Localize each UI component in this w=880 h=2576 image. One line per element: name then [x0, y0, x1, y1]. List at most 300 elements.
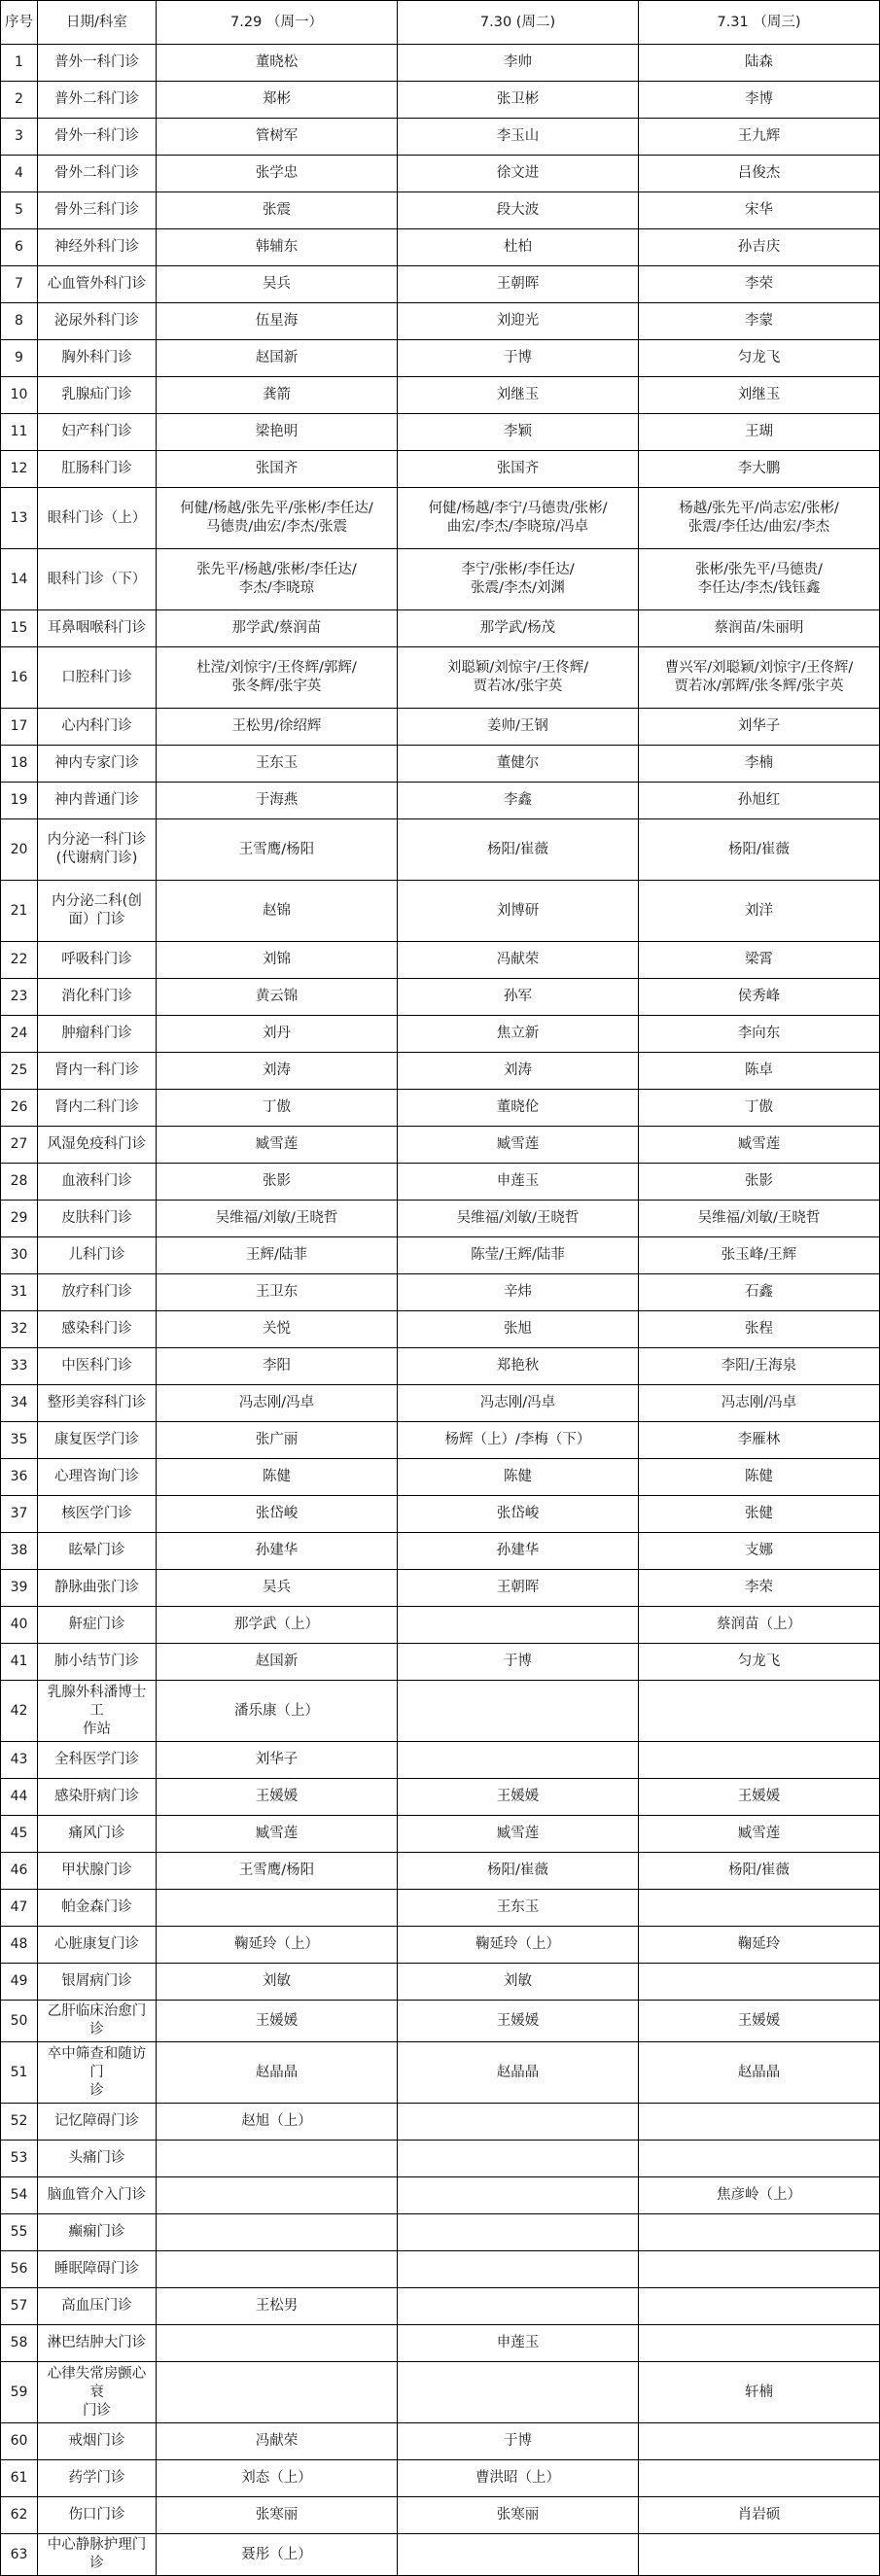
doctors-731-cell: 李大鹏	[639, 451, 880, 488]
row-index: 38	[1, 1533, 38, 1570]
doctors-729-cell: 黄云锦	[157, 979, 398, 1016]
doctors-729-cell: 董晓松	[157, 45, 398, 82]
doctors-730-cell: 郑艳秋	[398, 1348, 639, 1385]
doctors-731-cell: 刘继玉	[639, 377, 880, 414]
doctors-730-cell: 段大波	[398, 192, 639, 229]
doctors-730-cell: 刘迎光	[398, 303, 639, 340]
row-index: 5	[1, 192, 38, 229]
table-header-row	[1, 1, 880, 45]
department-cell: 感染科门诊	[38, 1311, 157, 1348]
doctors-730-cell: 王媛媛	[398, 1779, 639, 1816]
doctors-731-cell: 王媛媛	[639, 2001, 880, 2042]
doctors-730-cell: 刘继玉	[398, 377, 639, 414]
row-index: 10	[1, 377, 38, 414]
doctors-730-cell: 张岱峻	[398, 1496, 639, 1533]
row-index: 32	[1, 1311, 38, 1348]
doctors-731-cell: 石鑫	[639, 1274, 880, 1311]
table-row	[1, 340, 880, 377]
doctors-730-cell: 李帅	[398, 45, 639, 82]
table-row	[1, 119, 880, 156]
doctors-731-cell: 李蒙	[639, 303, 880, 340]
doctors-731-cell: 李荣	[639, 266, 880, 303]
doctors-730-cell: 臧雪莲	[398, 1816, 639, 1853]
doctors-730-cell: 张旭	[398, 1311, 639, 1348]
table-row	[1, 2141, 880, 2177]
department-cell: 眩晕门诊	[38, 1533, 157, 1570]
doctors-730-cell: 吴维福/刘敏/王晓哲	[398, 1201, 639, 1237]
department-cell: 泌尿外科门诊	[38, 303, 157, 340]
row-index: 55	[1, 2214, 38, 2251]
doctors-730-cell: 刘涛	[398, 1053, 639, 1090]
doctors-729-cell: 王辉/陆菲	[157, 1237, 398, 1274]
table-row	[1, 2288, 880, 2325]
department-cell: 高血压门诊	[38, 2288, 157, 2325]
doctors-729-cell: 刘华子	[157, 1742, 398, 1779]
table-row	[1, 1779, 880, 1816]
table-row	[1, 2214, 880, 2251]
department-cell: 肛肠科门诊	[38, 451, 157, 488]
doctors-730-cell: 臧雪莲	[398, 1127, 639, 1164]
table-row	[1, 156, 880, 192]
department-cell: 风湿免疫科门诊	[38, 1127, 157, 1164]
doctors-730-cell	[398, 1607, 639, 1644]
doctors-729-cell: 张寒丽	[157, 2497, 398, 2534]
table-row	[1, 783, 880, 819]
row-index: 6	[1, 229, 38, 266]
doctors-729-cell: 吴兵	[157, 1570, 398, 1607]
table-row	[1, 2362, 880, 2423]
row-index: 29	[1, 1201, 38, 1237]
header-date-729: 7.29 （周一）	[157, 1, 398, 45]
department-cell: 药学门诊	[38, 2460, 157, 2497]
doctors-731-cell	[639, 2214, 880, 2251]
department-cell: 肿瘤科门诊	[38, 1016, 157, 1053]
table-row	[1, 1237, 880, 1274]
header-date-731: 7.31 （周三)	[639, 1, 880, 45]
doctors-731-cell	[639, 2288, 880, 2325]
doctors-731-cell	[639, 1890, 880, 1927]
doctors-731-cell: 张程	[639, 1311, 880, 1348]
row-index: 35	[1, 1422, 38, 1459]
table-row	[1, 45, 880, 82]
table-row	[1, 2534, 880, 2576]
row-index: 41	[1, 1644, 38, 1681]
doctors-730-cell: 姜帅/王钢	[398, 709, 639, 746]
table-body	[1, 45, 880, 2576]
department-cell: 神内专家门诊	[38, 746, 157, 783]
table-row	[1, 1964, 880, 2001]
doctors-730-cell: 董健尔	[398, 746, 639, 783]
doctors-730-cell: 孙军	[398, 979, 639, 1016]
doctors-731-cell: 吴维福/刘敏/王晓哲	[639, 1201, 880, 1237]
doctors-730-cell: 于博	[398, 1644, 639, 1681]
row-index: 21	[1, 881, 38, 942]
doctors-729-cell: 张广丽	[157, 1422, 398, 1459]
doctors-731-cell: 梁霄	[639, 942, 880, 979]
doctors-731-cell: 王媛媛	[639, 1779, 880, 1816]
doctors-729-cell: 韩辅东	[157, 229, 398, 266]
department-cell: 全科医学门诊	[38, 1742, 157, 1779]
doctors-731-cell: 王九辉	[639, 119, 880, 156]
table-row	[1, 2497, 880, 2534]
doctors-729-cell: 王东玉	[157, 746, 398, 783]
row-index: 22	[1, 942, 38, 979]
department-cell: 心血管外科门诊	[38, 266, 157, 303]
doctors-731-cell: 匀龙飞	[639, 340, 880, 377]
department-cell: 骨外一科门诊	[38, 119, 157, 156]
doctors-731-cell: 孙旭红	[639, 783, 880, 819]
doctors-730-cell: 李颖	[398, 414, 639, 451]
doctors-731-cell: 杨越/张先平/尚志宏/张彬/ 张震/李任达/曲宏/李杰	[639, 488, 880, 549]
table-row	[1, 1853, 880, 1890]
table-row	[1, 1496, 880, 1533]
table-row	[1, 1348, 880, 1385]
table-row	[1, 1644, 880, 1681]
doctors-729-cell: 张影	[157, 1164, 398, 1201]
doctors-731-cell	[639, 2534, 880, 2576]
table-row	[1, 1127, 880, 1164]
header-date-730: 7.30 (周二)	[398, 1, 639, 45]
doctors-730-cell: 于博	[398, 340, 639, 377]
department-cell: 胸外科门诊	[38, 340, 157, 377]
doctors-731-cell: 鞠延玲	[639, 1927, 880, 1964]
table-row	[1, 1681, 880, 1742]
row-index: 51	[1, 2042, 38, 2104]
doctors-729-cell: 吴兵	[157, 266, 398, 303]
doctors-729-cell: 关悦	[157, 1311, 398, 1348]
doctors-729-cell: 刘态（上）	[157, 2460, 398, 2497]
department-cell: 中医科门诊	[38, 1348, 157, 1385]
department-cell: 淋巴结肿大门诊	[38, 2325, 157, 2362]
doctors-731-cell: 陈卓	[639, 1053, 880, 1090]
row-index: 27	[1, 1127, 38, 1164]
doctors-731-cell	[639, 2460, 880, 2497]
department-cell: 中心静脉护理门诊	[38, 2534, 157, 2576]
table-row	[1, 610, 880, 647]
table-row	[1, 1570, 880, 1607]
department-cell: 银屑病门诊	[38, 1964, 157, 2001]
department-cell: 乙肝临床治愈门诊	[38, 2001, 157, 2042]
doctors-730-cell: 张国齐	[398, 451, 639, 488]
doctors-730-cell: 陈莹/王辉/陆菲	[398, 1237, 639, 1274]
department-cell: 普外二科门诊	[38, 82, 157, 119]
doctors-730-cell: 陈健	[398, 1459, 639, 1496]
doctors-729-cell	[157, 1890, 398, 1927]
doctors-731-cell: 杨阳/崔薇	[639, 1853, 880, 1890]
doctors-729-cell: 刘丹	[157, 1016, 398, 1053]
table-row	[1, 1385, 880, 1422]
department-cell: 康复医学门诊	[38, 1422, 157, 1459]
table-row	[1, 229, 880, 266]
row-index: 48	[1, 1927, 38, 1964]
department-cell: 内分泌二科(创 面）门诊	[38, 881, 157, 942]
table-row	[1, 1533, 880, 1570]
department-cell: 头痛门诊	[38, 2141, 157, 2177]
department-cell: 眼科门诊（上）	[38, 488, 157, 549]
doctors-731-cell: 李荣	[639, 1570, 880, 1607]
doctors-729-cell: 王媛媛	[157, 1779, 398, 1816]
row-index: 26	[1, 1090, 38, 1127]
doctors-730-cell	[398, 2104, 639, 2141]
doctors-729-cell: 孙建华	[157, 1533, 398, 1570]
row-index: 28	[1, 1164, 38, 1201]
doctors-729-cell: 梁艳明	[157, 414, 398, 451]
department-cell: 核医学门诊	[38, 1496, 157, 1533]
doctors-731-cell: 李雁林	[639, 1422, 880, 1459]
doctors-729-cell: 聂彤（上）	[157, 2534, 398, 2576]
row-index: 30	[1, 1237, 38, 1274]
department-cell: 骨外三科门诊	[38, 192, 157, 229]
doctors-730-cell: 刘聪颖/刘惊宇/王佟辉/ 贾若冰/张宇英	[398, 647, 639, 709]
doctors-731-cell: 张彬/张先平/马德贵/ 李任达/李杰/钱钰鑫	[639, 549, 880, 610]
table-row	[1, 2460, 880, 2497]
doctors-729-cell: 陈健	[157, 1459, 398, 1496]
doctors-729-cell	[157, 2141, 398, 2177]
department-cell: 肺小结节门诊	[38, 1644, 157, 1681]
doctors-731-cell	[639, 2251, 880, 2288]
department-cell: 伤口门诊	[38, 2497, 157, 2534]
row-index: 3	[1, 119, 38, 156]
department-cell: 皮肤科门诊	[38, 1201, 157, 1237]
doctors-731-cell: 蔡润苗/朱丽明	[639, 610, 880, 647]
row-index: 34	[1, 1385, 38, 1422]
table-row	[1, 979, 880, 1016]
doctors-730-cell: 杜柏	[398, 229, 639, 266]
doctors-729-cell: 吴维福/刘敏/王晓哲	[157, 1201, 398, 1237]
doctors-729-cell: 何健/杨越/张先平/张彬/李任达/ 马德贵/曲宏/李杰/张震	[157, 488, 398, 549]
table-row	[1, 1201, 880, 1237]
doctors-729-cell: 郑彬	[157, 82, 398, 119]
doctors-729-cell: 伍星海	[157, 303, 398, 340]
doctors-729-cell: 臧雪莲	[157, 1816, 398, 1853]
table-row	[1, 2042, 880, 2104]
doctors-730-cell	[398, 2141, 639, 2177]
table-row	[1, 1742, 880, 1779]
doctors-731-cell: 焦彦岭（上）	[639, 2177, 880, 2214]
row-index: 20	[1, 819, 38, 881]
doctors-729-cell: 那学武/蔡润苗	[157, 610, 398, 647]
table-row	[1, 549, 880, 610]
department-cell: 甲状腺门诊	[38, 1853, 157, 1890]
doctors-730-cell	[398, 2534, 639, 2576]
doctors-730-cell: 王媛媛	[398, 2001, 639, 2042]
department-cell: 静脉曲张门诊	[38, 1570, 157, 1607]
row-index: 49	[1, 1964, 38, 2001]
doctors-729-cell: 王卫东	[157, 1274, 398, 1311]
doctors-729-cell: 张震	[157, 192, 398, 229]
table-row	[1, 2177, 880, 2214]
doctors-730-cell: 冯献荣	[398, 942, 639, 979]
row-index: 2	[1, 82, 38, 119]
row-index: 62	[1, 2497, 38, 2534]
doctors-731-cell	[639, 1681, 880, 1742]
row-index: 52	[1, 2104, 38, 2141]
row-index: 18	[1, 746, 38, 783]
row-index: 58	[1, 2325, 38, 2362]
department-cell: 乳腺疝门诊	[38, 377, 157, 414]
row-index: 40	[1, 1607, 38, 1644]
doctors-729-cell: 那学武（上）	[157, 1607, 398, 1644]
doctors-730-cell: 李玉山	[398, 119, 639, 156]
department-cell: 妇产科门诊	[38, 414, 157, 451]
doctors-729-cell: 潘乐康（上）	[157, 1681, 398, 1742]
table-row	[1, 377, 880, 414]
table-row	[1, 266, 880, 303]
department-cell: 心内科门诊	[38, 709, 157, 746]
row-index: 50	[1, 2001, 38, 2042]
table-row	[1, 192, 880, 229]
doctors-729-cell: 龚箭	[157, 377, 398, 414]
table-row	[1, 2001, 880, 2042]
row-index: 61	[1, 2460, 38, 2497]
row-index: 19	[1, 783, 38, 819]
row-index: 43	[1, 1742, 38, 1779]
doctors-729-cell: 赵晶晶	[157, 2042, 398, 2104]
table-row	[1, 1311, 880, 1348]
doctors-730-cell: 杨阳/崔薇	[398, 819, 639, 881]
row-index: 46	[1, 1853, 38, 1890]
row-index: 8	[1, 303, 38, 340]
department-cell: 感染肝病门诊	[38, 1779, 157, 1816]
doctors-729-cell: 赵国新	[157, 1644, 398, 1681]
row-index: 45	[1, 1816, 38, 1853]
doctors-729-cell: 张国齐	[157, 451, 398, 488]
row-index: 7	[1, 266, 38, 303]
doctors-730-cell: 申莲玉	[398, 1164, 639, 1201]
doctors-730-cell: 赵晶晶	[398, 2042, 639, 2104]
doctors-729-cell: 刘敏	[157, 1964, 398, 2001]
doctors-730-cell: 冯志刚/冯卓	[398, 1385, 639, 1422]
doctors-731-cell: 轩楠	[639, 2362, 880, 2423]
row-index: 4	[1, 156, 38, 192]
table-row	[1, 709, 880, 746]
doctors-729-cell: 刘锦	[157, 942, 398, 979]
row-index: 63	[1, 2534, 38, 2576]
department-cell: 内分泌一科门诊 (代谢病门诊)	[38, 819, 157, 881]
doctors-731-cell: 杨阳/崔薇	[639, 819, 880, 881]
doctors-731-cell: 宋华	[639, 192, 880, 229]
doctors-730-cell: 刘敏	[398, 1964, 639, 2001]
doctors-730-cell: 李鑫	[398, 783, 639, 819]
row-index: 12	[1, 451, 38, 488]
department-cell: 放疗科门诊	[38, 1274, 157, 1311]
row-index: 1	[1, 45, 38, 82]
doctors-730-cell	[398, 2362, 639, 2423]
doctors-729-cell: 李阳	[157, 1348, 398, 1385]
table-row	[1, 1890, 880, 1927]
doctors-730-cell: 李宁/张彬/李任达/ 张震/李杰/刘渊	[398, 549, 639, 610]
doctors-730-cell: 刘博研	[398, 881, 639, 942]
table-row	[1, 819, 880, 881]
row-index: 31	[1, 1274, 38, 1311]
doctors-730-cell: 杨阳/崔薇	[398, 1853, 639, 1890]
doctors-729-cell	[157, 2362, 398, 2423]
row-index: 15	[1, 610, 38, 647]
header-index: 序号	[1, 1, 38, 45]
department-cell: 血液科门诊	[38, 1164, 157, 1201]
doctors-731-cell: 李楠	[639, 746, 880, 783]
doctors-730-cell	[398, 1742, 639, 1779]
doctors-729-cell: 王松男	[157, 2288, 398, 2325]
doctors-729-cell	[157, 2214, 398, 2251]
doctors-731-cell: 陆森	[639, 45, 880, 82]
doctors-731-cell: 孙吉庆	[639, 229, 880, 266]
doctors-730-cell: 张卫彬	[398, 82, 639, 119]
row-index: 33	[1, 1348, 38, 1385]
doctors-729-cell: 赵国新	[157, 340, 398, 377]
doctors-731-cell: 李向东	[639, 1016, 880, 1053]
department-cell: 肾内一科门诊	[38, 1053, 157, 1090]
department-cell: 骨外二科门诊	[38, 156, 157, 192]
doctors-731-cell: 刘洋	[639, 881, 880, 942]
table-row	[1, 1090, 880, 1127]
table-row	[1, 1274, 880, 1311]
table-row	[1, 746, 880, 783]
doctors-730-cell: 王朝晖	[398, 266, 639, 303]
doctors-729-cell: 赵旭（上）	[157, 2104, 398, 2141]
doctors-729-cell: 王雪鹰/杨阳	[157, 1853, 398, 1890]
row-index: 11	[1, 414, 38, 451]
department-cell: 神经外科门诊	[38, 229, 157, 266]
doctors-731-cell: 曹兴军/刘聪颖/刘惊宇/王佟辉/ 贾若冰/郭辉/张冬辉/张宇英	[639, 647, 880, 709]
row-index: 56	[1, 2251, 38, 2288]
department-cell: 帕金森门诊	[38, 1890, 157, 1927]
header-department: 日期/科室	[38, 1, 157, 45]
doctors-731-cell	[639, 2325, 880, 2362]
department-cell: 戒烟门诊	[38, 2423, 157, 2460]
doctors-731-cell: 蔡润苗（上）	[639, 1607, 880, 1644]
doctors-731-cell: 张健	[639, 1496, 880, 1533]
row-index: 25	[1, 1053, 38, 1090]
doctors-731-cell: 冯志刚/冯卓	[639, 1385, 880, 1422]
doctors-731-cell: 赵晶晶	[639, 2042, 880, 2104]
doctors-731-cell	[639, 1742, 880, 1779]
table-row	[1, 1016, 880, 1053]
doctors-731-cell: 臧雪莲	[639, 1816, 880, 1853]
doctors-731-cell: 丁傲	[639, 1090, 880, 1127]
department-cell: 普外一科门诊	[38, 45, 157, 82]
table-row	[1, 2251, 880, 2288]
doctors-730-cell: 于博	[398, 2423, 639, 2460]
doctors-729-cell: 王雪鹰/杨阳	[157, 819, 398, 881]
department-cell: 神内普通门诊	[38, 783, 157, 819]
doctors-730-cell: 那学武/杨茂	[398, 610, 639, 647]
doctors-730-cell	[398, 2251, 639, 2288]
doctors-731-cell: 侯秀峰	[639, 979, 880, 1016]
table-row	[1, 1927, 880, 1964]
doctors-730-cell: 徐文进	[398, 156, 639, 192]
department-cell: 记忆障碍门诊	[38, 2104, 157, 2141]
row-index: 17	[1, 709, 38, 746]
table-row	[1, 1816, 880, 1853]
doctors-730-cell: 焦立新	[398, 1016, 639, 1053]
department-cell: 卒中筛查和随访门 诊	[38, 2042, 157, 2104]
table-row	[1, 82, 880, 119]
row-index: 53	[1, 2141, 38, 2177]
doctors-730-cell	[398, 2288, 639, 2325]
row-index: 16	[1, 647, 38, 709]
doctors-730-cell: 曹洪昭（上）	[398, 2460, 639, 2497]
doctors-729-cell: 王松男/徐绍辉	[157, 709, 398, 746]
doctors-731-cell: 李博	[639, 82, 880, 119]
doctors-731-cell: 支娜	[639, 1533, 880, 1570]
doctors-729-cell: 张先平/杨越/张彬/李任达/ 李杰/李晓琼	[157, 549, 398, 610]
doctors-729-cell: 杜滢/刘惊宇/王佟辉/郭辉/ 张冬辉/张宇英	[157, 647, 398, 709]
department-cell: 呼吸科门诊	[38, 942, 157, 979]
doctors-731-cell	[639, 2104, 880, 2141]
doctors-729-cell: 鞠延玲（上）	[157, 1927, 398, 1964]
doctors-730-cell: 王朝晖	[398, 1570, 639, 1607]
